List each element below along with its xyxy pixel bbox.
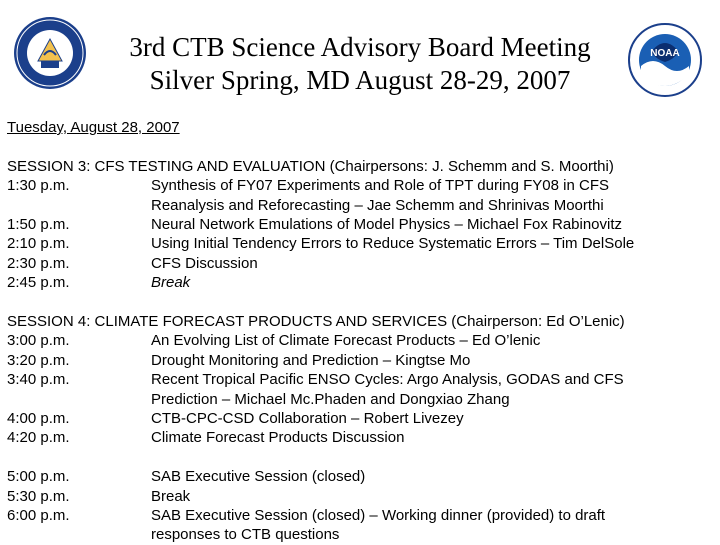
agenda-time: 6:00 p.m. [7,507,70,525]
header [0,0,720,110]
department-of-commerce-seal-icon [12,15,88,91]
agenda-desc: CTB-CPC-CSD Collaboration – Robert Livezey [151,410,464,428]
noaa-logo-icon [627,22,703,98]
agenda-time: 1:50 p.m. [7,216,70,234]
agenda-desc: Break [151,274,191,292]
agenda-desc: Synthesis of FY07 Experiments and Role of TPT during FY08 in CFS Reanalysis and Reforecasting – Jae Schemm and Shrinivas Moorthi [151,177,609,214]
title-line-2: Silver Spring, MD August 28-29, 2007 [149,65,571,95]
agenda-row [7,176,713,215]
agenda-time: 3:40 p.m. [7,371,70,389]
svg-text:NOAA: NOAA [650,48,680,59]
agenda-desc: Neural Network Emulations of Model Physics – Michael Fox Rabinovitz [151,216,623,234]
agenda-desc: Using Initial Tendency Errors to Reduce Systematic Errors – Tim DelSole [151,235,635,253]
agenda-time: 2:45 p.m. [7,274,70,292]
agenda-row [7,215,713,234]
agenda-date: Tuesday, August 28, 2007 [7,119,180,136]
agenda-row [7,254,713,273]
agenda-time: 3:00 p.m. [7,332,70,350]
page-title [90,31,630,97]
session-4-heading: SESSION 4: CLIMATE FORECAST PRODUCTS AND SERVICES (Chairperson: Ed O’Lenic) [7,313,625,331]
agenda-time: 1:30 p.m. [7,177,70,195]
agenda-time: 4:00 p.m. [7,410,70,428]
agenda-desc: SAB Executive Session (closed) [151,468,366,486]
agenda-row [7,467,713,486]
agenda-desc: CFS Discussion [151,254,258,272]
agenda-row [7,409,713,428]
agenda-row [7,234,713,253]
agenda-time: 2:10 p.m. [7,235,70,253]
agenda-time: 5:30 p.m. [7,487,70,505]
agenda-desc: SAB Executive Session (closed) – Working dinner (provided) to draft responses to CTB questions [151,507,606,544]
agenda-row [7,351,713,370]
agenda-time: 2:30 p.m. [7,254,70,272]
agenda-row [7,331,713,350]
agenda-time: 4:20 p.m. [7,429,70,447]
title-line-1: 3rd CTB Science Advisory Board Meeting [129,32,591,62]
agenda-time: 5:00 p.m. [7,468,70,486]
agenda [7,118,713,545]
agenda-time: 3:20 p.m. [7,351,70,369]
agenda-desc: An Evolving List of Climate Forecast Products – Ed O’lenic [151,332,541,350]
agenda-desc: Climate Forecast Products Discussion [151,429,405,447]
agenda-row [7,428,713,447]
agenda-row [7,370,713,409]
session-3-heading: SESSION 3: CFS TESTING AND EVALUATION (Chairpersons: J. Schemm and S. Moorthi) [7,157,614,175]
agenda-row [7,487,713,506]
agenda-row [7,273,713,292]
agenda-desc: Drought Monitoring and Prediction – Kingtse Mo [151,351,471,369]
agenda-desc: Break [151,487,191,505]
agenda-desc: Recent Tropical Pacific ENSO Cycles: Argo Analysis, GODAS and CFS Prediction – Michael Mc.Phaden and Dongxiao Zhang [151,371,624,408]
agenda-row [7,506,713,545]
